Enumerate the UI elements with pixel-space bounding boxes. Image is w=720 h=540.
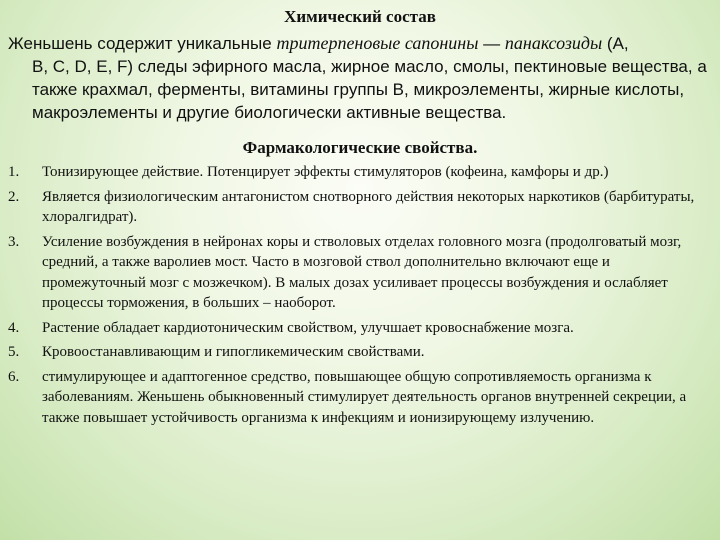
- list-item-number: 4.: [8, 319, 20, 336]
- list-item-number: 2.: [8, 188, 20, 205]
- list-item-number: 5.: [8, 344, 20, 360]
- list-item-text: Усиление возбуждения в нейронах коры и стволовых отделах головного мозга (продолговатый мозг, средний, а также варолиев мост. Часто в мозговой ствол дополнительно включают еще и промежуточный мозг с мозжечком). В малых дозах усиливает процессы возбуждения и ослабляет процессы торможения, в больших – наоборот.: [42, 233, 682, 311]
- intro-suffix: (A,: [602, 34, 629, 53]
- intro-first-line: [8, 32, 712, 55]
- section-title-chemical-composition: Химический состав: [284, 7, 436, 26]
- list-item-number: 3.: [8, 233, 20, 250]
- intro-italic-saponins: тритерпеновые сапонины: [276, 33, 479, 53]
- list-item: [0, 187, 720, 228]
- intro-prefix: Женьшень содержит уникальные: [8, 34, 277, 53]
- intro-italic-panaxosides: панаксозиды: [504, 33, 603, 53]
- list-item-text: Является физиологическим антагонистом снотворного действия некоторых наркотиков (барбитураты, хлоралгидрат).: [42, 188, 695, 225]
- list-item-text: Кровоостанавливающим и гипогликемическим свойствами.: [42, 344, 425, 360]
- list-item-number: 6.: [8, 368, 20, 385]
- list-item: [0, 367, 720, 429]
- list-item-text: Растение обладает кардиотоническим свойством, улучшает кровоснабжение мозга.: [42, 319, 574, 336]
- list-item: [0, 342, 720, 363]
- list-item: [0, 232, 720, 314]
- section-title-pharmacological: Фармакологические свойства.: [242, 138, 478, 157]
- list-item-number: 1.: [8, 164, 20, 180]
- list-item: [0, 162, 720, 183]
- list-item-text: стимулирующее и адаптогенное средство, повышающее общую сопротивляемость организма к заболеваниям. Женьшень обыкновенный стимулирует деятельность органов внутренней секреции, а также повышает устойчивость организма к инфекциям и ионизирующему излучению.: [42, 368, 687, 426]
- intro-dash: —: [478, 34, 505, 53]
- list-item: [0, 318, 720, 339]
- properties-list: [0, 162, 720, 432]
- list-item-text: Тонизирующее действие. Потенцирует эффекты стимуляторов (кофеина, камфоры и др.): [42, 164, 609, 180]
- intro-continuation: B, C, D, E, F) следы эфирного масла, жирное масло, смолы, пектиновые вещества, а также крахмал, ферменты, витамины группы В, микроэлементы, жирные кислоты, макроэлементы и другие биологически активные вещества.: [32, 57, 707, 122]
- intro-paragraph: [8, 32, 712, 124]
